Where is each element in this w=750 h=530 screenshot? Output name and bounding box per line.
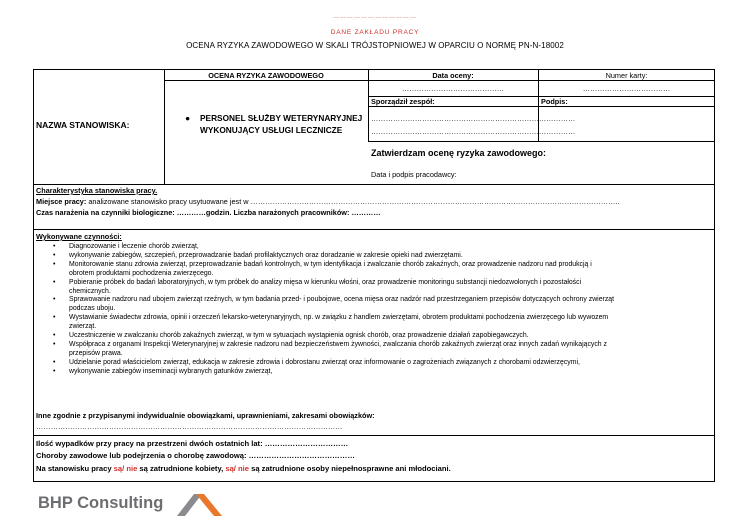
occupational-diseases-line: Choroby zawodowe lub podejrzenia o chorobę zawodową: …………………………………… <box>36 451 355 460</box>
prepared-by-label: Sporządził zespół: <box>371 97 435 106</box>
activity-text: podczas uboju. <box>69 305 116 313</box>
logo-graphic <box>36 487 236 519</box>
row-divider <box>33 184 715 185</box>
activity-text: Pobieranie próbek do badań laboratoryjnych, w tym próbek do analizy mięsa w kierunku włośni, oraz prowadzenie monitoringu substancji niedozwolonych i pozostałości <box>69 278 582 286</box>
activity-item <box>52 341 707 359</box>
activity-text: wykonywanie zabiegów inseminacji wybranych gatunków zwierząt, <box>69 367 273 375</box>
row-divider <box>33 435 715 436</box>
company-dots: ……………………………… <box>333 14 417 20</box>
workplace-line <box>36 197 619 206</box>
employment-text-2: są zatrudnione kobiety, <box>137 464 226 473</box>
activity-text: Wystawianie świadectw zdrowia, opinii i orzeczeń lekarsko-weterynaryjnych, np. w związku z handlem zwierzętami, obrotem produktami pochodzenia zwierzęcego lub wywozem <box>69 314 609 322</box>
activity-text: wykonywanie zabiegów, szczepień, przeprowadzanie badań profilaktycznych oraz doradzanie w zakresie opieki nad zwierzętami. <box>69 251 463 259</box>
bullet-icon: • <box>53 332 56 340</box>
position-name-value <box>185 112 370 136</box>
prepared-by-field-1[interactable]: ………………………………………………………………………… <box>371 114 576 123</box>
activity-item <box>52 243 707 252</box>
bullet-icon: • <box>53 278 56 286</box>
logo-orange-shape <box>196 494 222 516</box>
activity-text: Sprawowanie nadzoru nad ubojem zwierząt rzeźnych, w tym badania przed- i poubojowe, ocena mięsa oraz nadzór nad przestrzeganiem przepisów dotyczących ochrony zwierząt <box>69 296 615 304</box>
activity-item <box>52 314 707 332</box>
activity-item <box>52 359 707 368</box>
bullet-icon: • <box>53 314 56 322</box>
assessment-date-label: Data oceny: <box>432 71 474 80</box>
logo-text: BHP Consulting <box>38 494 164 512</box>
bullet-icon: • <box>53 358 56 366</box>
employment-text-3: są zatrudnione osoby niepełnosprawne ani młodociani. <box>249 464 451 473</box>
activity-text: Diagnozowanie i leczenie chorób zwierząt, <box>69 243 199 250</box>
choice-women[interactable]: są/ nie <box>113 464 138 473</box>
activity-text: Współpraca z organami Inspekcji Weterynaryjnej w zakresie nadzoru nad bezpieczeństwem żywności, zwalczania chorób zakaźnych zwierząt oraz innych zadań wynikających z <box>69 340 607 348</box>
bullet-icon: • <box>53 296 56 304</box>
activity-item <box>52 252 707 261</box>
other-duties-line: Inne zgodnie z przypisanymi indywidualnie obowiązkami, uprawnieniami, zakresami obowiązków: <box>36 411 375 420</box>
employment-text-1: Na stanowisku pracy <box>36 464 114 473</box>
activity-item <box>52 296 707 314</box>
activities-heading: Wykonywane czynności: <box>36 232 122 241</box>
column-divider <box>164 69 165 184</box>
card-number-label: Numer karty: <box>605 71 648 80</box>
bullet-icon: ● <box>185 113 191 123</box>
activity-text: Monitorowanie stanu zdrowia zwierząt, przeprowadzanie badań kontrolnych, w tym identyfikacja i zwalczanie chorób zakaźnych, oraz prowadzenie nadzoru nad produkcją i <box>69 260 592 268</box>
activity-text: Udzielanie porad właścicielom zwierząt, edukacja w zakresie zdrowia i dobrostanu zwierząt oraz informowanie o zagrożeniach związanych z chorobami odzwierzęcymi, <box>69 358 580 366</box>
activity-text: chemicznych. <box>69 287 111 295</box>
characteristics-heading: Charakterystyka stanowiska pracy. <box>36 186 158 195</box>
card-number-field[interactable]: ……………………………… <box>582 84 671 93</box>
signature-label: Podpis: <box>541 97 568 106</box>
employment-line <box>36 464 451 473</box>
position-name-label: NAZWA STANOWISKA: <box>36 120 130 130</box>
bullet-icon: • <box>53 243 56 250</box>
accidents-line: Ilość wypadków przy pracy na przestrzeni dwóch ostatnich lat: …………………………… <box>36 439 349 448</box>
approval-label: Zatwierdzam ocenę ryzyka zawodowego: <box>371 148 547 158</box>
activity-item <box>52 368 707 377</box>
activity-text: zwierząt. <box>69 323 97 331</box>
row-divider <box>33 229 715 230</box>
activity-item <box>52 261 707 279</box>
company-data-label: DANE ZAKŁADU PRACY <box>330 29 420 36</box>
activity-item <box>52 332 707 341</box>
row-divider <box>368 141 715 142</box>
choice-disabled[interactable]: są/ nie <box>225 464 249 473</box>
bullet-icon: • <box>53 260 56 268</box>
bullet-icon: • <box>53 251 56 259</box>
row-divider <box>368 106 715 107</box>
exposure-time-line: Czas narażenia na czynniki biologiczne: …………godzin. Liczba narażonych pracowników: ………… <box>36 208 381 217</box>
risk-assessment-header: OCENA RYZYKA ZAWODOWEGO <box>208 71 324 80</box>
document-title: OCENA RYZYKA ZAWODOWEGO W SKALI TRÓJSTOPNIOWEJ W OPARCIU O NORMĘ PN-N-18002 <box>186 41 564 50</box>
bullet-icon: • <box>53 367 56 375</box>
row-divider <box>164 80 715 81</box>
activity-item <box>52 279 707 297</box>
logo-grey-shape <box>177 494 202 516</box>
workplace-label: Miejsce pracy: <box>36 197 87 206</box>
activity-text: obrotem produktami pochodzenia zwierzęcego. <box>69 269 214 277</box>
employer-signature-label: Data i podpis pracodawcy: <box>371 170 457 179</box>
prepared-by-field-2[interactable]: ………………………………………………………………………… <box>371 127 576 136</box>
activity-text: przepisów prawa. <box>69 349 123 357</box>
bhp-consulting-logo <box>36 487 236 519</box>
workplace-text: analizowane stanowisko pracy usytuowane jest w …………………………………………………………………………………………………………………………………….. <box>86 197 620 206</box>
assessment-date-field[interactable]: …………………………………… <box>401 84 505 93</box>
activity-text: Uczestniczenie w zwalczaniu chorób zakaźnych zwierząt, w tym w sytuacjach wystąpienia ognisk chorób, oraz prowadzenie działań zapobiegawczych. <box>69 332 529 340</box>
other-duties-dots: ……………………………………………………………………………………………………………… <box>36 422 343 431</box>
activities-list <box>52 243 707 377</box>
personel-text: PERSONEL SŁUŻBY WETERYNARYJNEJ WYKONUJĄCY USŁUGI LECZNICZE <box>200 113 363 135</box>
bullet-icon: • <box>53 340 56 348</box>
